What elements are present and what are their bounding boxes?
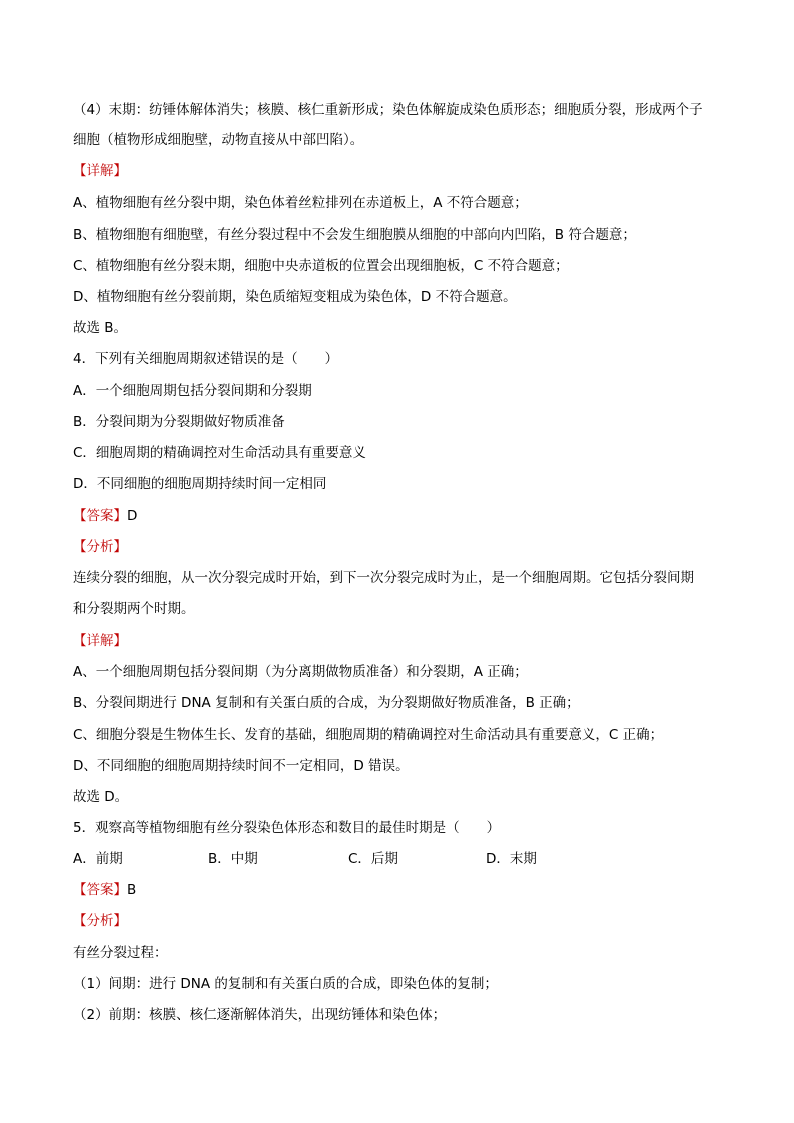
question-4-answer — [73, 506, 754, 526]
process-step-2: （2）前期：核膜、核仁逐渐解体消失，出现纺锤体和染色体； — [73, 1007, 447, 1023]
question-4-detail-d: D、不同细胞的细胞周期持续时间不一定相同，D 错误。 — [73, 758, 409, 774]
question-4-analysis-line-2: 和分裂期两个时期。 — [73, 601, 195, 617]
question-4-option-b: B．分裂间期为分裂期做好物质准备 — [73, 414, 285, 430]
detail-option-c: C、植物细胞有丝分裂末期，细胞中央赤道板的位置会出现细胞板，C 不符合题意； — [73, 258, 569, 274]
question-4-detail-b: B、分裂间期进行 DNA 复制和有关蛋白质的合成，为分裂期做好物质准备，B 正确； — [73, 695, 580, 711]
answer-value: D — [127, 508, 138, 524]
telophase-line-1: （4）末期：纺锤体解体消失；核膜、核仁重新形成；染色体解旋成染色质形态；细胞质分裂，形成两个子 — [73, 102, 703, 118]
question-5-option-a: A．前期 — [73, 851, 123, 867]
detail-option-b: B、植物细胞有细胞壁，有丝分裂过程中不会发生细胞膜从细胞的中部向内凹陷，B 符合题意； — [73, 227, 636, 243]
answer-value: B — [127, 882, 137, 898]
question-4-choose: 故选 D。 — [73, 789, 129, 805]
process-step-1: （1）间期：进行 DNA 的复制和有关蛋白质的合成，即染色体的复制； — [73, 976, 498, 992]
detail-tag: 【详解】 — [73, 633, 127, 649]
answer-tag: 【答案】 — [73, 508, 127, 524]
question-4-option-c: C．细胞周期的精确调控对生命活动具有重要意义 — [73, 445, 366, 461]
question-4-option-a: A．一个细胞周期包括分裂间期和分裂期 — [73, 383, 312, 399]
detail-option-a: A、植物细胞有丝分裂中期，染色体着丝粒排列在赤道板上，A 不符合题意； — [73, 195, 528, 211]
telophase-line-2: 细胞（植物形成细胞壁，动物直接从中部凹陷）。 — [73, 132, 364, 148]
question-5-option-d: D．末期 — [486, 851, 537, 867]
question-4-detail-a: A、一个细胞周期包括分裂间期（为分离期做物质准备）和分裂期，A 正确； — [73, 664, 528, 680]
answer-tag: 【答案】 — [73, 882, 127, 898]
question-4-option-d: D．不同细胞的细胞周期持续时间一定相同 — [73, 476, 327, 492]
analysis-tag: 【分析】 — [73, 539, 127, 555]
question-5-option-b: B．中期 — [208, 851, 258, 867]
question-5-answer — [73, 880, 754, 900]
mitosis-process-heading: 有丝分裂过程： — [73, 945, 168, 961]
question-5-options — [73, 849, 754, 869]
choose-line: 故选 B。 — [73, 320, 128, 336]
question-4-stem: 4．下列有关细胞周期叙述错误的是（ ） — [73, 351, 339, 367]
question-5-option-c: C．后期 — [348, 851, 398, 867]
question-5-stem: 5．观察高等植物细胞有丝分裂染色体形态和数目的最佳时期是（ ） — [73, 820, 501, 836]
question-4-analysis-line-1: 连续分裂的细胞，从一次分裂完成时开始，到下一次分裂完成时为止，是一个细胞周期。它包括分裂间期 — [73, 570, 694, 586]
analysis-tag: 【分析】 — [73, 913, 127, 929]
question-4-detail-c: C、细胞分裂是生物体生长、发育的基础，细胞周期的精确调控对生命活动具有重要意义，C 正确； — [73, 727, 664, 743]
detail-tag: 【详解】 — [73, 163, 127, 179]
detail-option-d: D、植物细胞有丝分裂前期，染色质缩短变粗成为染色体，D 不符合题意。 — [73, 289, 517, 305]
